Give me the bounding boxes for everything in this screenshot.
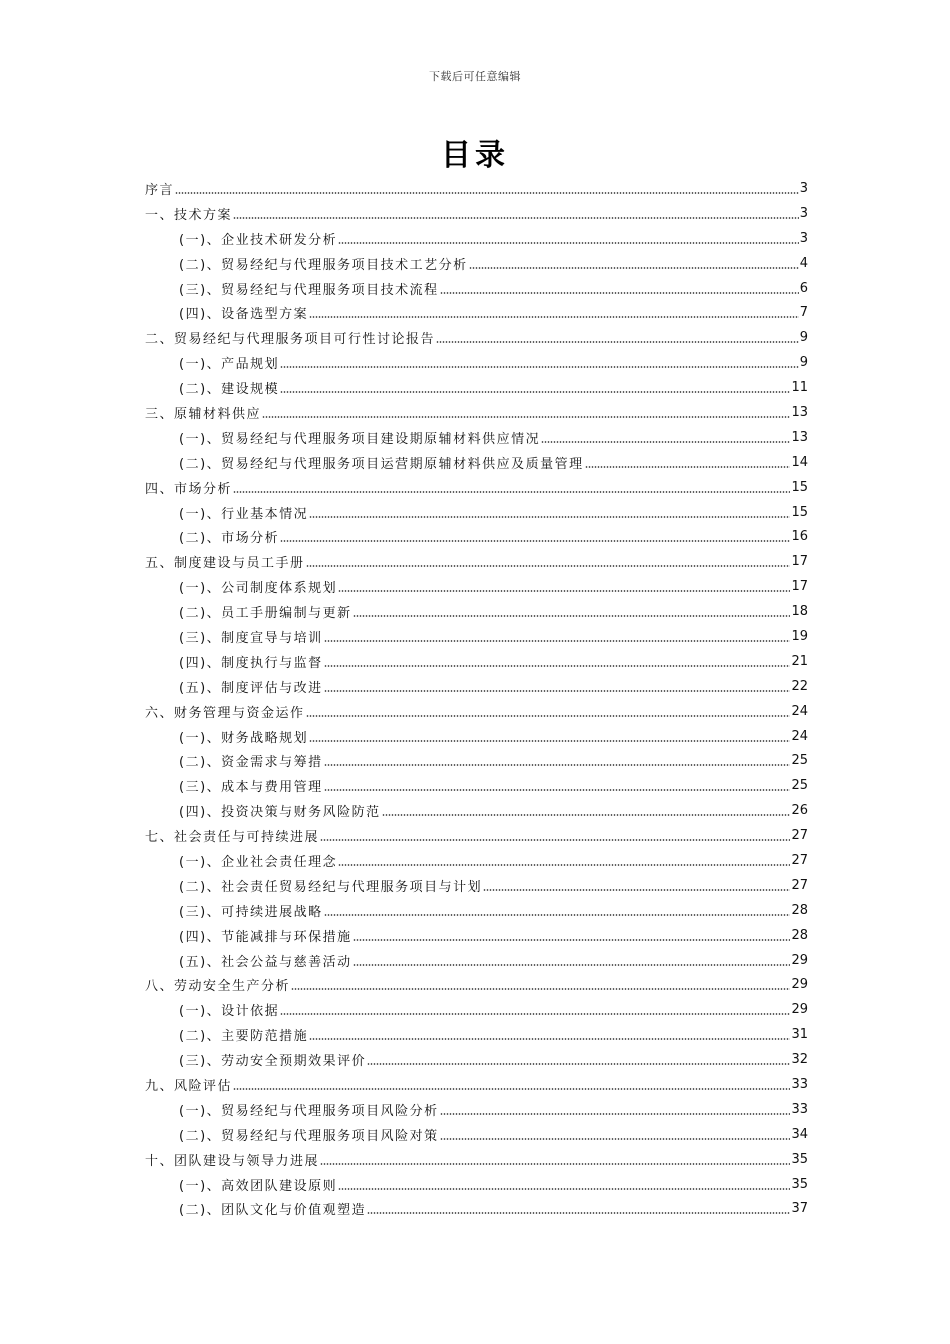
toc-entry-label: (四)、设备选型方案 xyxy=(179,307,309,323)
toc-entry-label: (二)、贸易经纪与代理服务项目风险对策 xyxy=(179,1128,439,1144)
toc-entry-label: (三)、贸易经纪与代理服务项目技术流程 xyxy=(179,282,439,298)
toc-dot-leader xyxy=(440,1113,791,1115)
toc-entry-label: 七、社会责任与可持续进展 xyxy=(145,830,320,846)
toc-dot-leader xyxy=(280,391,790,393)
toc-entry-page: 25 xyxy=(791,778,808,794)
toc-entry[interactable] xyxy=(145,948,808,973)
toc-entry[interactable] xyxy=(145,226,808,251)
toc-entry-label: (三)、可持续进展战略 xyxy=(179,904,323,920)
toc-entry-label: 九、风险评估 xyxy=(145,1079,233,1094)
toc-dot-leader xyxy=(382,814,791,816)
toc-entry[interactable] xyxy=(145,251,808,276)
toc-entry-page: 24 xyxy=(791,703,808,719)
toc-dot-leader xyxy=(440,292,799,294)
toc-dot-leader xyxy=(175,192,799,194)
toc-entry[interactable] xyxy=(145,1097,808,1122)
toc-entry-label: (一)、产品规划 xyxy=(179,357,280,373)
toc-dot-leader xyxy=(233,1088,790,1090)
toc-entry[interactable] xyxy=(145,176,808,201)
toc-entry-page: 27 xyxy=(791,828,808,844)
toc-entry[interactable] xyxy=(145,574,808,599)
toc-entry-page: 18 xyxy=(791,604,808,620)
toc-entry-label: (二)、贸易经纪与代理服务项目技术工艺分析 xyxy=(179,257,468,273)
toc-entry-page: 27 xyxy=(791,852,808,868)
toc-entry-page: 14 xyxy=(791,454,808,470)
toc-dot-leader xyxy=(541,441,790,443)
toc-dot-leader xyxy=(324,690,791,692)
toc-entry-page: 24 xyxy=(791,728,808,744)
toc-entry-page: 33 xyxy=(791,1101,808,1117)
toc-dot-leader xyxy=(306,565,791,567)
toc-entry-page: 13 xyxy=(791,429,808,445)
toc-entry-label: (一)、贸易经纪与代理服务项目建设期原辅材料供应情况 xyxy=(179,431,541,447)
table-of-contents xyxy=(145,176,808,1221)
toc-entry[interactable] xyxy=(145,475,808,500)
toc-entry[interactable] xyxy=(145,1147,808,1172)
toc-dot-leader xyxy=(309,516,790,518)
toc-entry-page: 37 xyxy=(791,1201,808,1217)
toc-entry-label: (一)、高效团队建设原则 xyxy=(179,1178,338,1194)
toc-entry[interactable] xyxy=(145,450,808,475)
toc-entry[interactable] xyxy=(145,748,808,773)
toc-entry-page: 21 xyxy=(791,653,808,669)
toc-dot-leader xyxy=(309,740,790,742)
page-header: 下载后可任意编辑 xyxy=(429,70,521,83)
toc-dot-leader xyxy=(233,217,799,219)
toc-dot-leader xyxy=(291,988,790,990)
toc-entry[interactable] xyxy=(145,798,808,823)
toc-entry-page: 29 xyxy=(791,1002,808,1018)
toc-entry-label: 五、制度建设与员工手册 xyxy=(145,556,305,572)
toc-entry[interactable] xyxy=(145,699,808,724)
page-title: 目录 xyxy=(441,138,509,173)
toc-dot-leader xyxy=(353,964,791,966)
toc-entry-page: 15 xyxy=(791,504,808,520)
toc-entry-page: 35 xyxy=(791,1176,808,1192)
toc-entry[interactable] xyxy=(145,375,808,400)
toc-entry-label: (一)、企业社会责任理念 xyxy=(179,854,338,870)
toc-entry-page: 19 xyxy=(791,628,808,644)
toc-entry-page: 11 xyxy=(791,380,808,396)
toc-entry[interactable] xyxy=(145,425,808,450)
toc-entry-label: (一)、行业基本情况 xyxy=(179,506,309,522)
toc-dot-leader xyxy=(324,789,791,791)
toc-entry-page: 3 xyxy=(799,205,808,221)
toc-entry-label: 三、原辅材料供应 xyxy=(145,406,262,422)
toc-entry-page: 4 xyxy=(799,255,808,271)
toc-entry-label: 四、市场分析 xyxy=(145,481,233,497)
toc-entry[interactable] xyxy=(145,873,808,898)
toc-entry[interactable] xyxy=(145,400,808,425)
toc-dot-leader xyxy=(367,1063,790,1065)
toc-dot-leader xyxy=(320,1163,790,1165)
toc-dot-leader xyxy=(324,665,791,667)
toc-entry-page: 17 xyxy=(791,554,808,570)
toc-entry[interactable] xyxy=(145,823,808,848)
toc-entry-label: 十、团队建设与领导力进展 xyxy=(145,1153,320,1169)
toc-entry-page: 9 xyxy=(799,355,808,371)
toc-entry-label: 序言 xyxy=(145,182,175,198)
toc-entry-label: (二)、主要防范措施 xyxy=(179,1029,309,1045)
toc-entry-label: (三)、劳动安全预期效果评价 xyxy=(179,1054,367,1070)
toc-entry-page: 7 xyxy=(799,305,808,321)
toc-dot-leader xyxy=(338,590,790,592)
toc-entry-label: (二)、贸易经纪与代理服务项目运营期原辅材料供应及质量管理 xyxy=(179,456,584,472)
toc-entry-page: 6 xyxy=(799,280,808,296)
toc-entry-label: (五)、社会公益与慈善活动 xyxy=(179,954,352,970)
toc-dot-leader xyxy=(306,715,791,717)
toc-dot-leader xyxy=(280,540,790,542)
toc-entry-label: 一、技术方案 xyxy=(145,207,233,223)
toc-dot-leader xyxy=(353,939,791,941)
toc-entry-label: (一)、贸易经纪与代理服务项目风险分析 xyxy=(179,1103,439,1119)
toc-entry[interactable] xyxy=(145,773,808,798)
toc-dot-leader xyxy=(338,1188,790,1190)
toc-entry-label: (三)、成本与费用管理 xyxy=(179,780,323,796)
toc-dot-leader xyxy=(440,1138,791,1140)
toc-entry-label: (三)、制度宣导与培训 xyxy=(179,630,323,646)
toc-dot-leader xyxy=(324,914,791,916)
toc-dot-leader xyxy=(436,341,799,343)
toc-entry-page: 9 xyxy=(799,330,808,346)
toc-entry-page: 29 xyxy=(791,977,808,993)
toc-dot-leader xyxy=(367,1212,790,1214)
toc-entry-page: 26 xyxy=(791,803,808,819)
toc-entry[interactable] xyxy=(145,325,808,350)
toc-dot-leader xyxy=(469,267,799,269)
toc-entry-page: 17 xyxy=(791,579,808,595)
toc-entry-page: 15 xyxy=(791,479,808,495)
toc-entry[interactable] xyxy=(145,599,808,624)
toc-entry[interactable] xyxy=(145,276,808,301)
toc-dot-leader xyxy=(338,242,799,244)
toc-entry-label: (一)、公司制度体系规划 xyxy=(179,581,338,597)
toc-entry[interactable] xyxy=(145,201,808,226)
toc-entry-label: (四)、制度执行与监督 xyxy=(179,655,323,671)
toc-entry-label: (二)、建设规模 xyxy=(179,382,280,398)
toc-dot-leader xyxy=(585,466,791,468)
toc-dot-leader xyxy=(338,864,790,866)
toc-entry[interactable] xyxy=(145,1047,808,1072)
toc-entry-label: (二)、团队文化与价值观塑造 xyxy=(179,1203,367,1219)
toc-entry-page: 16 xyxy=(791,529,808,545)
toc-dot-leader xyxy=(353,615,791,617)
toc-entry[interactable] xyxy=(145,973,808,998)
toc-entry[interactable] xyxy=(145,997,808,1022)
toc-entry-page: 33 xyxy=(791,1077,808,1092)
toc-entry-label: 八、劳动安全生产分析 xyxy=(145,979,291,995)
toc-entry-page: 34 xyxy=(791,1126,808,1142)
toc-dot-leader xyxy=(233,491,790,493)
toc-entry[interactable] xyxy=(145,500,808,525)
toc-entry[interactable] xyxy=(145,1022,808,1047)
toc-entry-label: (二)、资金需求与筹措 xyxy=(179,755,323,771)
toc-entry-label: (二)、员工手册编制与更新 xyxy=(179,606,352,622)
toc-dot-leader xyxy=(262,416,790,418)
toc-entry-page: 27 xyxy=(791,877,808,893)
toc-entry[interactable] xyxy=(145,1172,808,1197)
toc-entry-page: 35 xyxy=(791,1151,808,1167)
toc-entry[interactable] xyxy=(145,1122,808,1147)
toc-entry-page: 28 xyxy=(791,927,808,943)
toc-entry[interactable] xyxy=(145,898,808,923)
toc-entry-page: 3 xyxy=(799,180,808,196)
toc-entry[interactable] xyxy=(145,300,808,325)
toc-dot-leader xyxy=(324,640,791,642)
toc-entry-page: 31 xyxy=(791,1027,808,1043)
toc-entry-label: (一)、财务战略规划 xyxy=(179,730,309,746)
toc-entry-label: (四)、投资决策与财务风险防范 xyxy=(179,805,381,821)
toc-entry[interactable] xyxy=(145,624,808,649)
toc-dot-leader xyxy=(309,1038,790,1040)
toc-dot-leader xyxy=(280,1013,790,1015)
toc-entry[interactable] xyxy=(145,724,808,749)
toc-entry[interactable] xyxy=(145,1072,808,1097)
toc-entry-page: 13 xyxy=(791,404,808,420)
toc-entry-page: 22 xyxy=(791,678,808,694)
toc-dot-leader xyxy=(309,316,799,318)
toc-entry-label: 二、贸易经纪与代理服务项目可行性讨论报告 xyxy=(145,332,436,348)
toc-entry-label: (二)、市场分析 xyxy=(179,531,280,547)
toc-entry-page: 3 xyxy=(799,230,808,246)
toc-dot-leader xyxy=(280,366,799,368)
toc-entry[interactable] xyxy=(145,524,808,549)
toc-entry[interactable] xyxy=(145,649,808,674)
toc-entry[interactable] xyxy=(145,848,808,873)
toc-entry-label: (一)、企业技术研发分析 xyxy=(179,232,338,248)
toc-entry-page: 29 xyxy=(791,952,808,968)
toc-entry-label: 六、财务管理与资金运作 xyxy=(145,705,305,721)
toc-entry[interactable] xyxy=(145,674,808,699)
toc-entry-label: (四)、节能减排与环保措施 xyxy=(179,929,352,945)
toc-entry-page: 28 xyxy=(791,902,808,918)
toc-entry-page: 25 xyxy=(791,753,808,769)
toc-entry[interactable] xyxy=(145,923,808,948)
toc-dot-leader xyxy=(324,764,791,766)
toc-entry-label: (一)、设计依据 xyxy=(179,1004,280,1020)
toc-entry[interactable] xyxy=(145,1197,808,1222)
toc-entry[interactable] xyxy=(145,350,808,375)
toc-dot-leader xyxy=(320,839,790,841)
toc-entry[interactable] xyxy=(145,549,808,574)
toc-entry-label: (五)、制度评估与改进 xyxy=(179,680,323,696)
toc-entry-page: 32 xyxy=(791,1052,808,1068)
toc-dot-leader xyxy=(483,889,790,891)
toc-entry-label: (二)、社会责任贸易经纪与代理服务项目与计划 xyxy=(179,879,483,895)
